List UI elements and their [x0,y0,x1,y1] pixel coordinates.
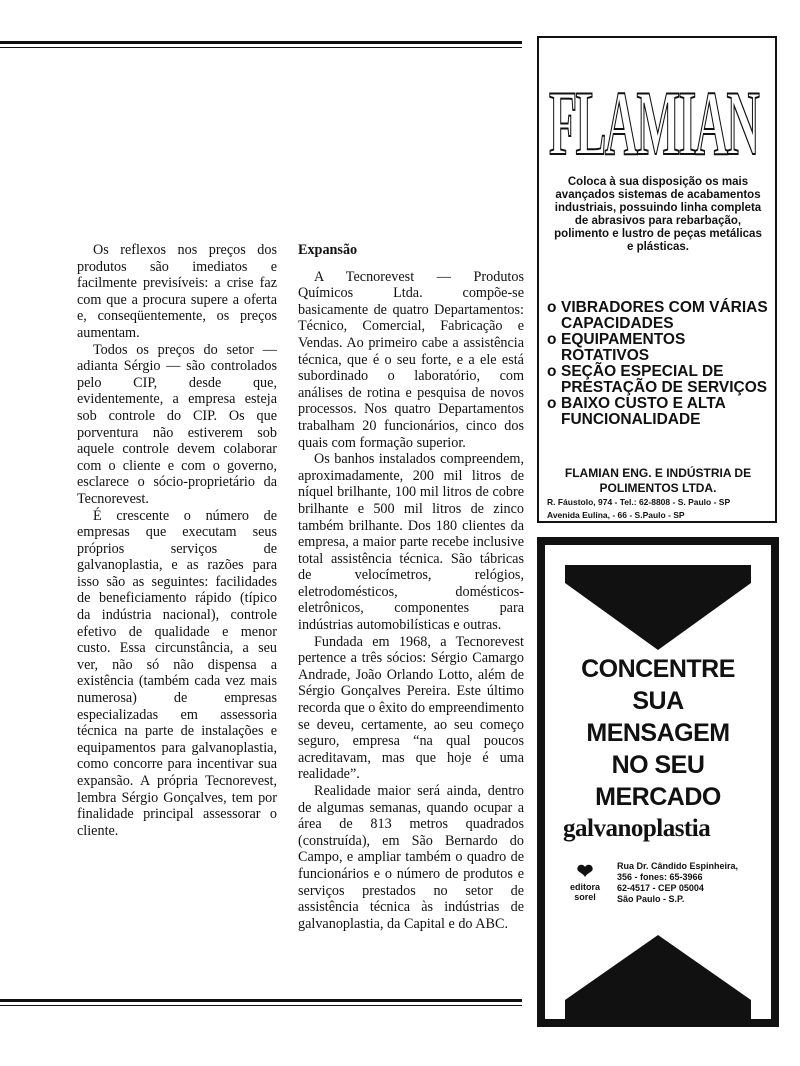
magazine-logo: galvanoplastia [563,815,711,842]
flamian-advertisement [537,36,777,523]
top-rule-thin [0,47,522,48]
publisher-address: Rua Dr. Cândido Espinheira, 356 - fones: 65-3966 62-4517 - CEP 05004 São Paulo - S.P. [617,861,739,904]
col1-paragraph: Os reflexos nos preços dos produtos são imediatos e facilmente previsíveis: a crise faz com que a procura supere a oferta e, conseqüentemente, os preços aumentam. [77,242,277,341]
col2-paragraph: Realidade maior será ainda, dentro de algumas semanas, quando ocupar a área de 813 metros quadrados (construída), em São Bernardo do Campo, e ampliar também o quadro de funcionários e o número de produtos e serviços prestados no setor de assistência técnica às indústrias de galvanoplastia, da Capital e do ABC. [298,783,524,932]
bottom-rule [0,999,522,1002]
list-item: o SEÇÃO ESPECIAL DE PRESTAÇÃO DE SERVIÇOS [547,363,768,396]
col2-paragraph: Fundada em 1968, a Tecnorevest pertence a três sócios: Sérgio Camargo Andrade, João Orlando Lotto, além de Sérgio Gonçalves Pereira. Este último recorda que o êxito do empreendimento se deveu, certamente, ao seu começo seguro, empresa “na qual poucos acreditavam, mas que hoje é uma realidade”. [298,633,524,783]
flamian-logo: FLAMIAN [549,72,759,174]
headline-line: MERCADO [595,783,721,811]
article-column-1 [77,242,277,839]
ad-headline [545,653,771,813]
up-arrow-icon [565,935,751,1019]
section-heading: Expansão [298,242,358,258]
col1-paragraph: Todos os preços do setor — adianta Sérgio — são controlados pelo CIP, desde que, evidentemente, a empresa esteja sob controle do CIP. Os que porventura não estiverem sob aquele controle devem colaborar com o cliente e com o governo, esclarece o sócio-proprietário da Tecnorevest. [77,341,277,507]
headline-line: MENSAGEM [586,719,730,747]
flamian-intro: Coloca à sua disposição os mais avançados sistemas de acabamentos industriais, possuindo linha completa de abrasivos para rebarbação, polimento e lustro de peças metálicas e plásticas. [554,176,762,253]
ad-panel [545,545,771,1019]
down-arrow-icon [565,565,751,650]
flamian-company-name: FLAMIAN ENG. E INDÚSTRIA DE POLIMENTOS LTDA. [564,466,752,495]
headline-line: SUA [632,687,684,715]
heart-icon: ❤ [576,861,594,883]
list-item: o VIBRADORES COM VÁRIAS CAPACIDADES [547,299,768,332]
bottom-rule-thin [0,1005,522,1006]
address-line: Avenida Eulina, - 66 - S.Paulo - SP [547,510,685,520]
flamian-address [547,496,771,522]
address-line: R. Fáustolo, 974 - Tel.: 62-8808 - S. Paulo - SP [547,497,731,507]
top-rule [0,41,522,44]
list-item: o BAIXO CUSTO E ALTA FUNCIONALIDADE [547,395,726,428]
col1-paragraph: É crescente o número de empresas que executam seus próprios serviços de galvanoplastia, e as razões para isso são as seguintes: facilidades de beneficiamento rápido (típico da indústria nacional), controle efetivo de qualidade e menor custo. Essa circunstância, a seu ver, não só não dispensa a existência (também cada vez mais numerosa) de empresas especializadas em assessoria técnica na parte de instalações e equipamentos para galvanoplastia, como concorre para incentivar sua expansão. A própria Tecnorevest, lembra Sérgio Gonçalves, tem por finalidade principal assessorar o cliente. [77,507,277,839]
col2-paragraph: Os banhos instalados compreendem, aproximadamente, 200 mil litros de níquel brilhante, 100 mil litros de cobre brilhante e 500 mil litros de zinco também brilhante. Dos 180 clientes da empresa, a maior parte recebe inclusive total assistência técnica. São tábricas de velocímetros, relógios, eletrodomésticos, domésticos-eletrônicos, componentes para indústrias automobilísticas e outras. [298,451,524,634]
article-column-2 [298,242,524,932]
headline-line: NO SEU [611,751,705,779]
galvanoplastia-advertisement [537,537,779,1027]
list-item: o EQUIPAMENTOS ROTATIVOS [547,331,686,364]
headline-line: CONCENTRE [581,655,735,683]
editora-sorel-logo: ❤ editora sorel [567,862,603,908]
col2-paragraph: A Tecnorevest — Produtos Químicos Ltda. compõe-se basicamente de quatro Departamentos: Técnico, Comercial, Fabricação e Vendas. Ao primeiro cabe a assistência técnica, que é o seu forte, e a ele está subordinado o laboratório, com análises de rotina e pesquisa de novos processos. Nos quatro Departamentos trabalham 20 funcionários, cinco dos quais com formação superior. [298,268,524,451]
flamian-product-list [547,300,775,428]
